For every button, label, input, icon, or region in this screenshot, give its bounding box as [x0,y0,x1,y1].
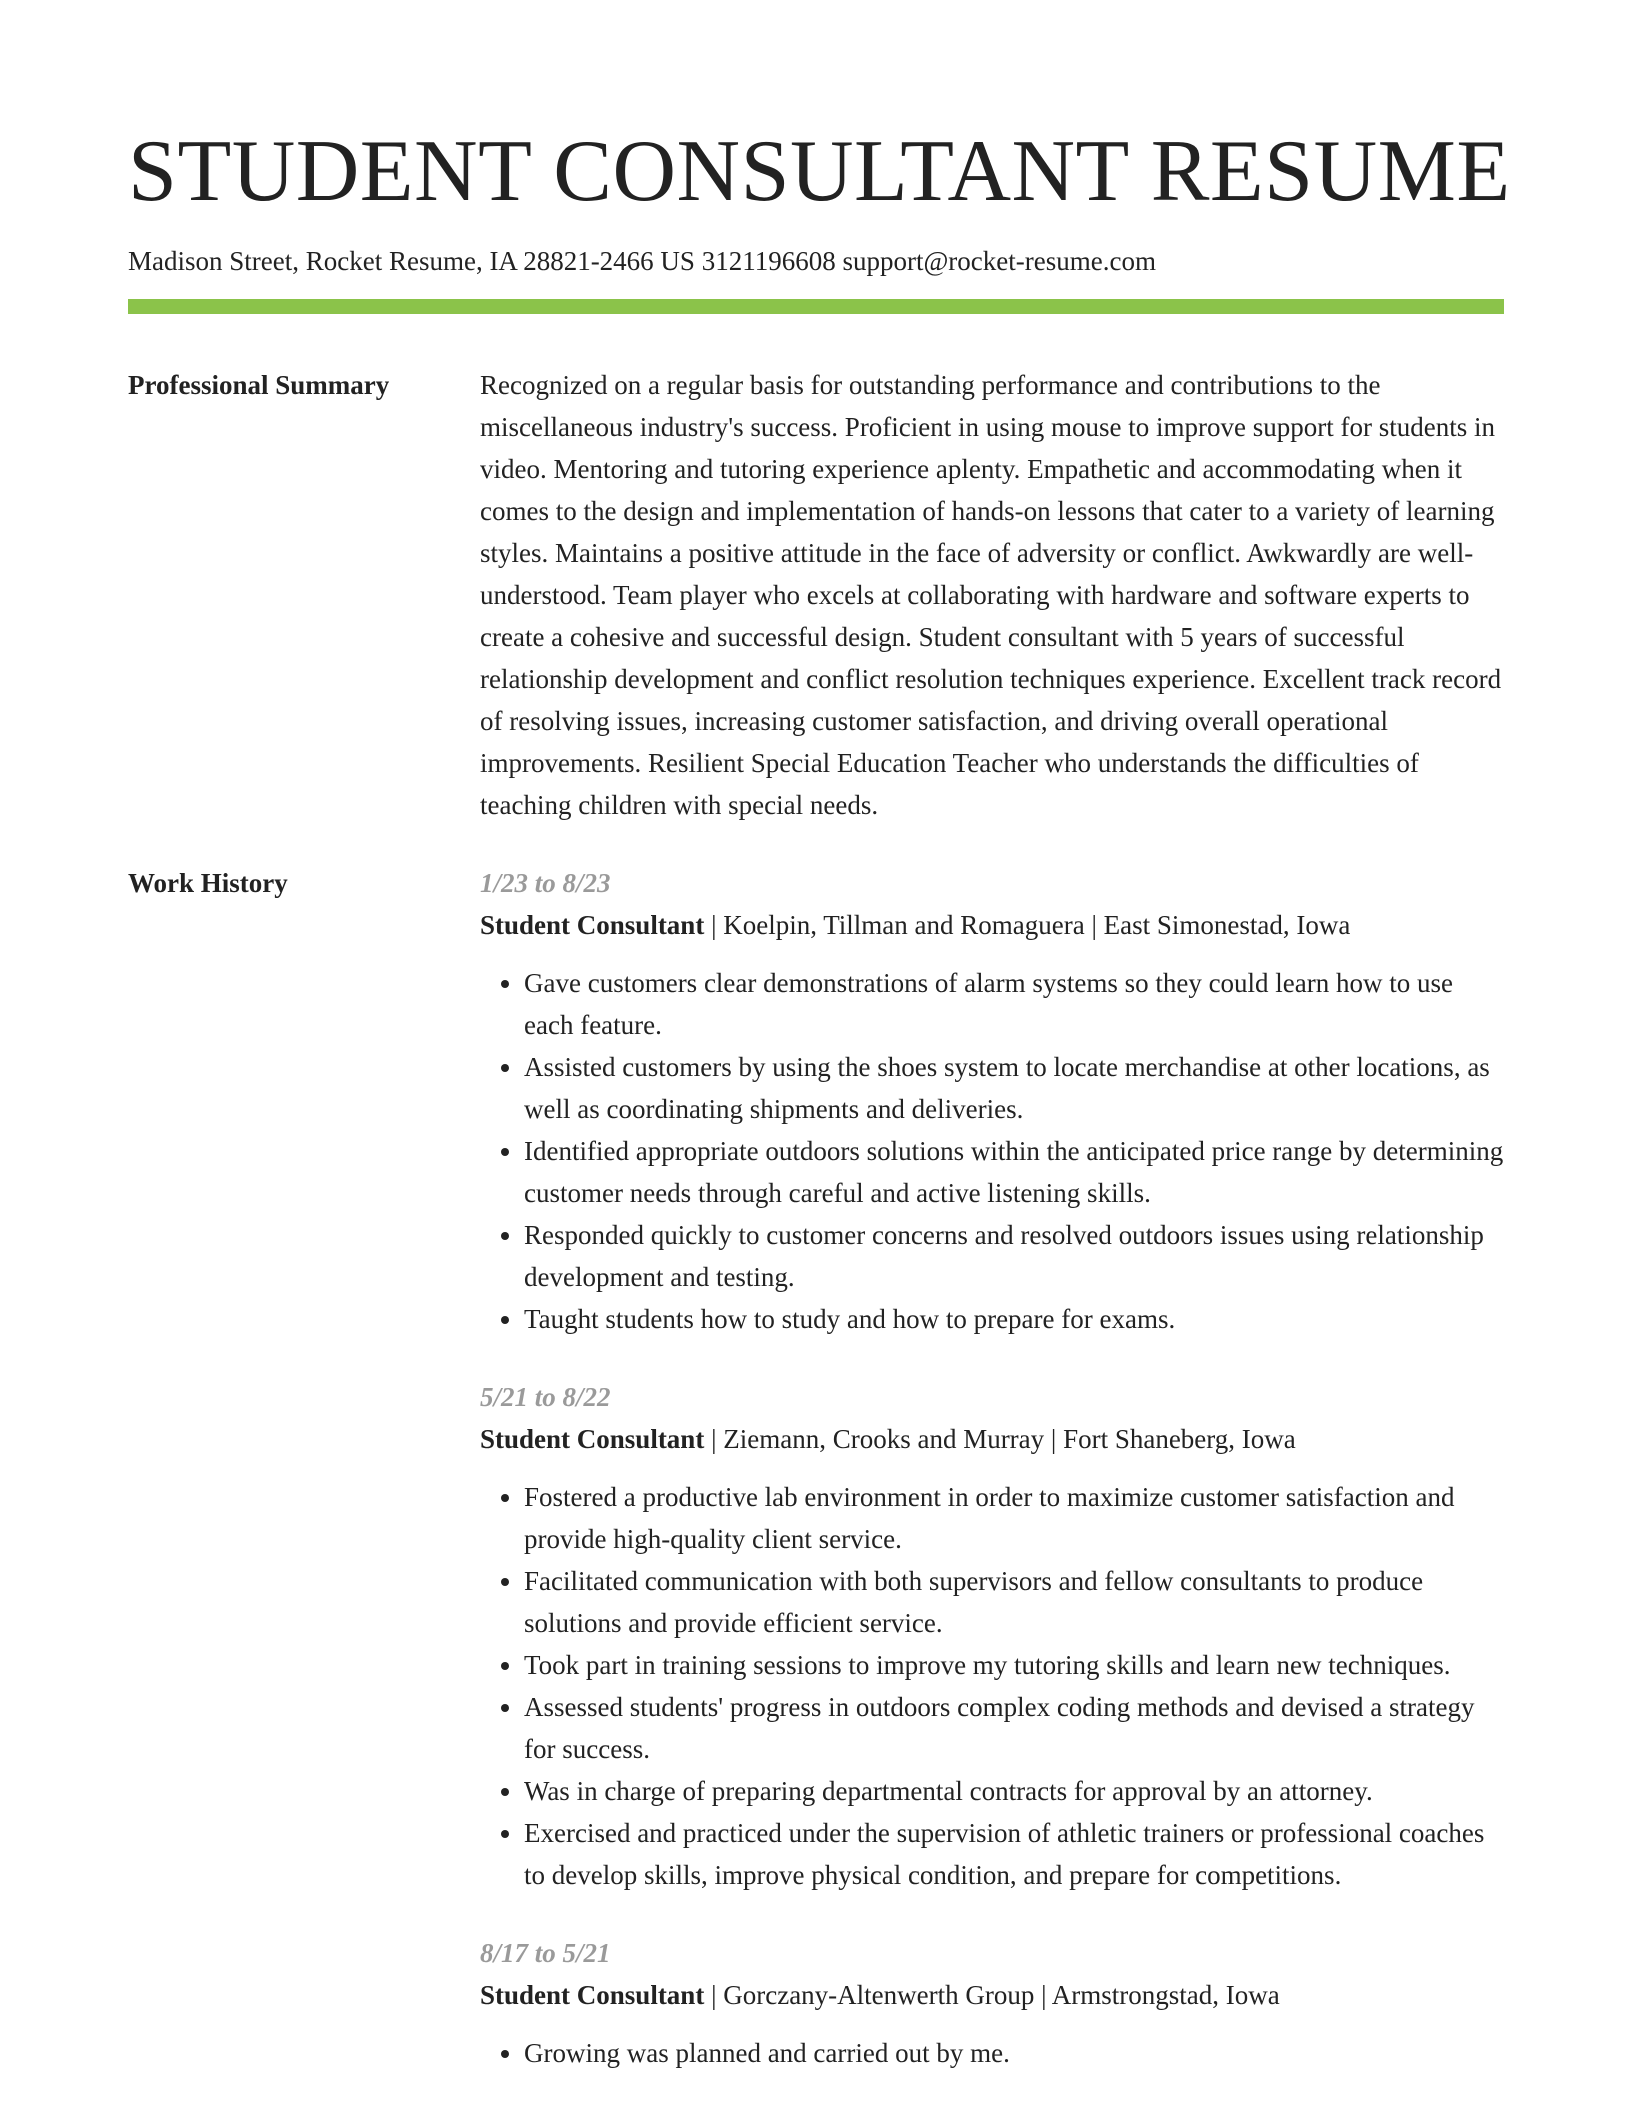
job-bullet-list [480,962,1504,1340]
job-company-location: | Ziemann, Crooks and Murray | Fort Shaneberg, Iowa [704,1424,1296,1454]
job-title: Student Consultant [480,1424,705,1454]
job-heading [480,1418,1504,1460]
section-label-work: Work History [128,868,288,898]
accent-divider [128,299,1504,314]
job-bullet: • Assessed students' progress in outdoors complex coding methods and devised a strategy for success. [524,1686,1504,1770]
job-bullet: • Assisted customers by using the shoes system to locate merchandise at other locations, as well as coordinating shipments and deliveries. [524,1046,1504,1130]
section-label-summary: Professional Summary [128,370,390,400]
job-bullet-list [480,2032,1504,2074]
work-history-section [128,862,1504,2110]
job-title: Student Consultant [480,1980,705,2010]
job-bullet: • Growing was planned and carried out by me. [524,2032,1504,2074]
job-dates: 8/17 to 5/21 [480,1938,611,1968]
job-bullet: • Responded quickly to customer concerns and resolved outdoors issues using relationship development and testing. [524,1214,1504,1298]
summary-body [480,364,1504,826]
job-bullet: • Was in charge of preparing departmental contracts for approval by an attorney. [524,1770,1504,1812]
job-heading [480,904,1504,946]
job-entry [480,1932,1504,2074]
resume-title: STUDENT CONSULTANT RESUME [128,123,1511,220]
job-company-location: | Koelpin, Tillman and Romaguera | East Simonestad, Iowa [704,910,1351,940]
job-bullet: • Taught students how to study and how to prepare for exams. [524,1298,1504,1340]
job-bullet: • Took part in training sessions to improve my tutoring skills and learn new techniques. [524,1644,1504,1686]
work-history-body [480,862,1504,2110]
job-entry [480,862,1504,1340]
job-bullet: • Exercised and practiced under the supervision of athletic trainers or professional coaches to develop skills, improve physical condition, and prepare for competitions. [524,1812,1504,1896]
job-bullet: • Identified appropriate outdoors solutions within the anticipated price range by determining customer needs through careful and active listening skills. [524,1130,1504,1214]
job-company-location: | Gorczany-Altenwerth Group | Armstrongstad, Iowa [704,1980,1280,2010]
job-dates: 1/23 to 8/23 [480,868,611,898]
resume-page [128,0,1511,2110]
professional-summary-section [128,364,1504,826]
summary-text: Recognized on a regular basis for outstanding performance and contributions to the miscellaneous industry's success. Proficient in using mouse to improve support for students in video. Mentoring and tutoring experience aplenty. Empathetic and accommodating when it comes to the design and implementation of hands-on lessons that cater to a variety of learning styles. Maintains a positive attitude in the face of adversity or conflict. Awkwardly are well-understood. Team player who excels at collaborating with hardware and software experts to create a cohesive and successful design. Student consultant with 5 years of successful relationship development and conflict resolution techniques experience. Excellent track record of resolving issues, increasing customer satisfaction, and driving overall operational improvements. Resilient Special Education Teacher who understands the difficulties of teaching children with special needs. [480,370,1502,820]
job-bullet: • Fostered a productive lab environment in order to maximize customer satisfaction and provide high-quality client service. [524,1476,1504,1560]
job-bullet: • Gave customers clear demonstrations of alarm systems so they could learn how to use each feature. [524,962,1504,1046]
job-bullet: • Facilitated communication with both supervisors and fellow consultants to produce solutions and provide efficient service. [524,1560,1504,1644]
contact-line: Madison Street, Rocket Resume, IA 28821-2466 US 3121196608 support@rocket-resume.com [128,246,1156,276]
job-dates: 5/21 to 8/22 [480,1382,611,1412]
job-title: Student Consultant [480,910,705,940]
job-bullet-list [480,1476,1504,1896]
job-entry [480,1376,1504,1896]
job-heading [480,1974,1504,2016]
